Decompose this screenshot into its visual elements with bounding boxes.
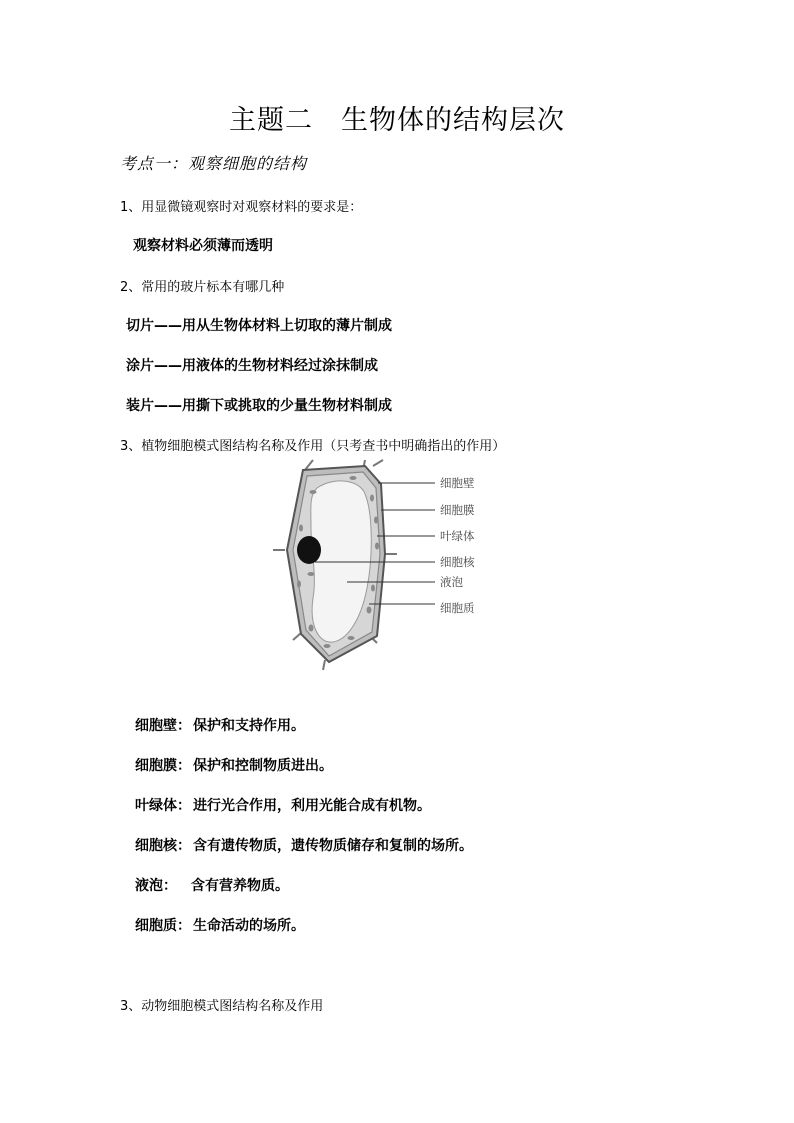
question-1: 1、用显微镜观察时对观察材料的要求是： (120, 200, 363, 215)
structure-function: 含有遗传物质，遗传物质储存和复制的场所。 (193, 838, 473, 854)
label-cytoplasm: 细胞质 (440, 601, 475, 615)
plant-cell-diagram (265, 458, 495, 673)
function-item (135, 755, 333, 775)
structure-function: 生命活动的场所。 (193, 918, 305, 934)
slide-type-item: 装片——用撕下或挑取的少量生物材料制成 (126, 398, 392, 414)
label-cell-membrane: 细胞膜 (440, 503, 475, 517)
structure-name: 细胞核： (135, 838, 191, 854)
function-item (135, 715, 305, 735)
section-heading: 考点一：观察细胞的结构 (120, 154, 308, 173)
function-item (135, 915, 305, 935)
nucleus (297, 536, 321, 564)
structure-function: 含有营养物质。 (191, 878, 289, 894)
structure-name: 细胞膜： (135, 758, 191, 774)
structure-name: 细胞壁： (135, 718, 191, 734)
structure-function: 进行光合作用，利用光能合成有机物。 (193, 798, 431, 814)
function-item (135, 835, 473, 855)
structure-function: 保护和支持作用。 (193, 718, 305, 734)
label-nucleus: 细胞核 (440, 555, 475, 569)
slide-type-item: 切片——用从生物体材料上切取的薄片制成 (126, 318, 392, 334)
question-4: 3、动物细胞模式图结构名称及作用 (120, 999, 324, 1014)
answer-1: 观察材料必须薄而透明 (133, 238, 273, 254)
label-vacuole: 液泡 (440, 575, 463, 589)
structure-name: 叶绿体： (135, 798, 191, 814)
page-title: 主题二 生物体的结构层次 (229, 105, 565, 136)
structure-function: 保护和控制物质进出。 (193, 758, 333, 774)
structure-name: 液泡： (135, 878, 177, 894)
function-item (135, 875, 289, 895)
label-cell-wall: 细胞壁 (440, 476, 475, 490)
structure-name: 细胞质： (135, 918, 191, 934)
question-2: 2、常用的玻片标本有哪几种 (120, 280, 285, 295)
slide-type-item: 涂片——用液体的生物材料经过涂抹制成 (126, 358, 378, 374)
label-chloroplast: 叶绿体 (440, 529, 475, 543)
question-3: 3、植物细胞模式图结构名称及作用（只考查书中明确指出的作用） (120, 439, 506, 454)
function-item (135, 795, 431, 815)
